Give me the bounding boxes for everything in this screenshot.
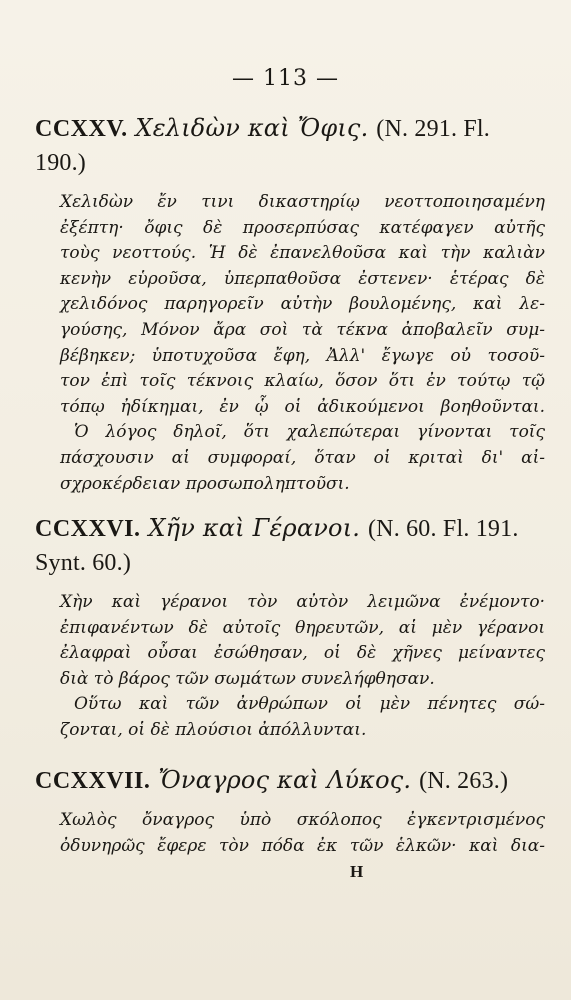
fable-title: Ὄναγρος καὶ Λύκος. bbox=[158, 766, 412, 794]
text-line: σχροκέρδειαν προσωποληπτοῦσι. bbox=[60, 473, 350, 494]
fable-number: CCXXV. bbox=[35, 116, 128, 142]
text-line: διὰ τὸ βάρος τῶν σωμάτων συνελήφθησαν. bbox=[60, 668, 435, 689]
text-line: τοὺς νεοττούς. Ἡ δὲ ἐπανελθοῦσα καὶ τὴν καλιὰν bbox=[60, 243, 545, 264]
fable-ccxxvi bbox=[35, 512, 545, 744]
fable-number: CCXXVII. bbox=[35, 768, 151, 794]
text-line: γούσης, Μόνον ἄρα σοὶ τὰ τέκνα ἀποβαλεῖν συμ- bbox=[60, 319, 545, 340]
fable-title: Χῆν καὶ Γέρανοι. bbox=[148, 514, 361, 542]
text-line: Χελιδὼν ἔν τινι δικαστηρίῳ νεοττοποιησαμένη bbox=[60, 192, 545, 212]
text-line: χελιδόνος παρηγορεῖν αὐτὴν βουλομένης, καὶ λε- bbox=[60, 294, 545, 315]
fable-source: (N. 60. Fl. 191. Synt. 60.) bbox=[35, 516, 519, 576]
fable-ccxxvii bbox=[35, 764, 545, 859]
fable-text bbox=[35, 590, 545, 744]
fable-title: Χελιδὼν καὶ Ὄφις. bbox=[135, 114, 369, 142]
text-line: ἐλαφραὶ οὖσαι ἐσώθησαν, οἱ δὲ χῆνες μείναντες bbox=[60, 643, 545, 664]
fable-text bbox=[35, 808, 545, 859]
fable-number: CCXXVI. bbox=[35, 516, 141, 542]
text-line: πάσχουσιν αἱ συμφοραί, ὅταν οἱ κριταὶ δι' αἰ- bbox=[60, 447, 545, 468]
text-line: ἐξέπτη· ὄφις δὲ προσερπύσας κατέφαγεν αὐτῆς bbox=[60, 217, 545, 238]
text-line: τον ἐπὶ τοῖς τέκνοις κλαίω, ὅσον ὅτι ἐν τούτῳ τῷ bbox=[60, 371, 545, 392]
fable-ccxxv bbox=[35, 112, 545, 497]
text-line: Οὕτω καὶ τῶν ἀνθρώπων οἱ μὲν πένητες σώ- bbox=[74, 694, 545, 715]
fable-text bbox=[35, 190, 545, 497]
fable-heading bbox=[35, 112, 545, 180]
text-line: κενὴν εὑροῦσα, ὑπερπαθοῦσα ἐστενεν· ἑτέρας δὲ bbox=[60, 268, 545, 289]
text-line: Χωλὸς ὄναγρος ὑπὸ σκόλοπος ἐγκεντρισμένος bbox=[60, 810, 545, 830]
fable-heading bbox=[35, 512, 545, 580]
text-line: ζονται, οἱ δὲ πλούσιοι ἀπόλλυνται. bbox=[60, 719, 367, 740]
text-line: βέβηκεν; ὑποτυχοῦσα ἔφη, Ἀλλ' ἔγωγε οὐ τοσοῦ- bbox=[60, 345, 545, 366]
text-line: Χὴν καὶ γέρανοι τὸν αὐτὸν λειμῶνα ἐνέμοντο· bbox=[60, 592, 545, 612]
page-number: — 113 — bbox=[232, 66, 339, 91]
text-line: ὀδυνηρῶς ἔφερε τὸν πόδα ἐκ τῶν ἑλκῶν· καὶ δια- bbox=[60, 835, 545, 856]
fable-source: (N. 263.) bbox=[419, 768, 509, 794]
fable-heading bbox=[35, 764, 545, 798]
fable-source: (N. 291. Fl. 190.) bbox=[35, 116, 490, 176]
text-line: Ὁ λόγος δηλοῖ, ὅτι χαλεπώτεραι γίνονται τοῖς bbox=[74, 422, 545, 443]
signature-mark: H bbox=[350, 862, 364, 881]
text-line: τόπῳ ἠδίκημαι, ἐν ᾧ οἱ ἀδικούμενοι βοηθοῦνται. bbox=[60, 396, 545, 417]
text-line: ἐπιφανέντων δὲ αὐτοῖς θηρευτῶν, αἱ μὲν γέρανοι bbox=[60, 617, 545, 638]
